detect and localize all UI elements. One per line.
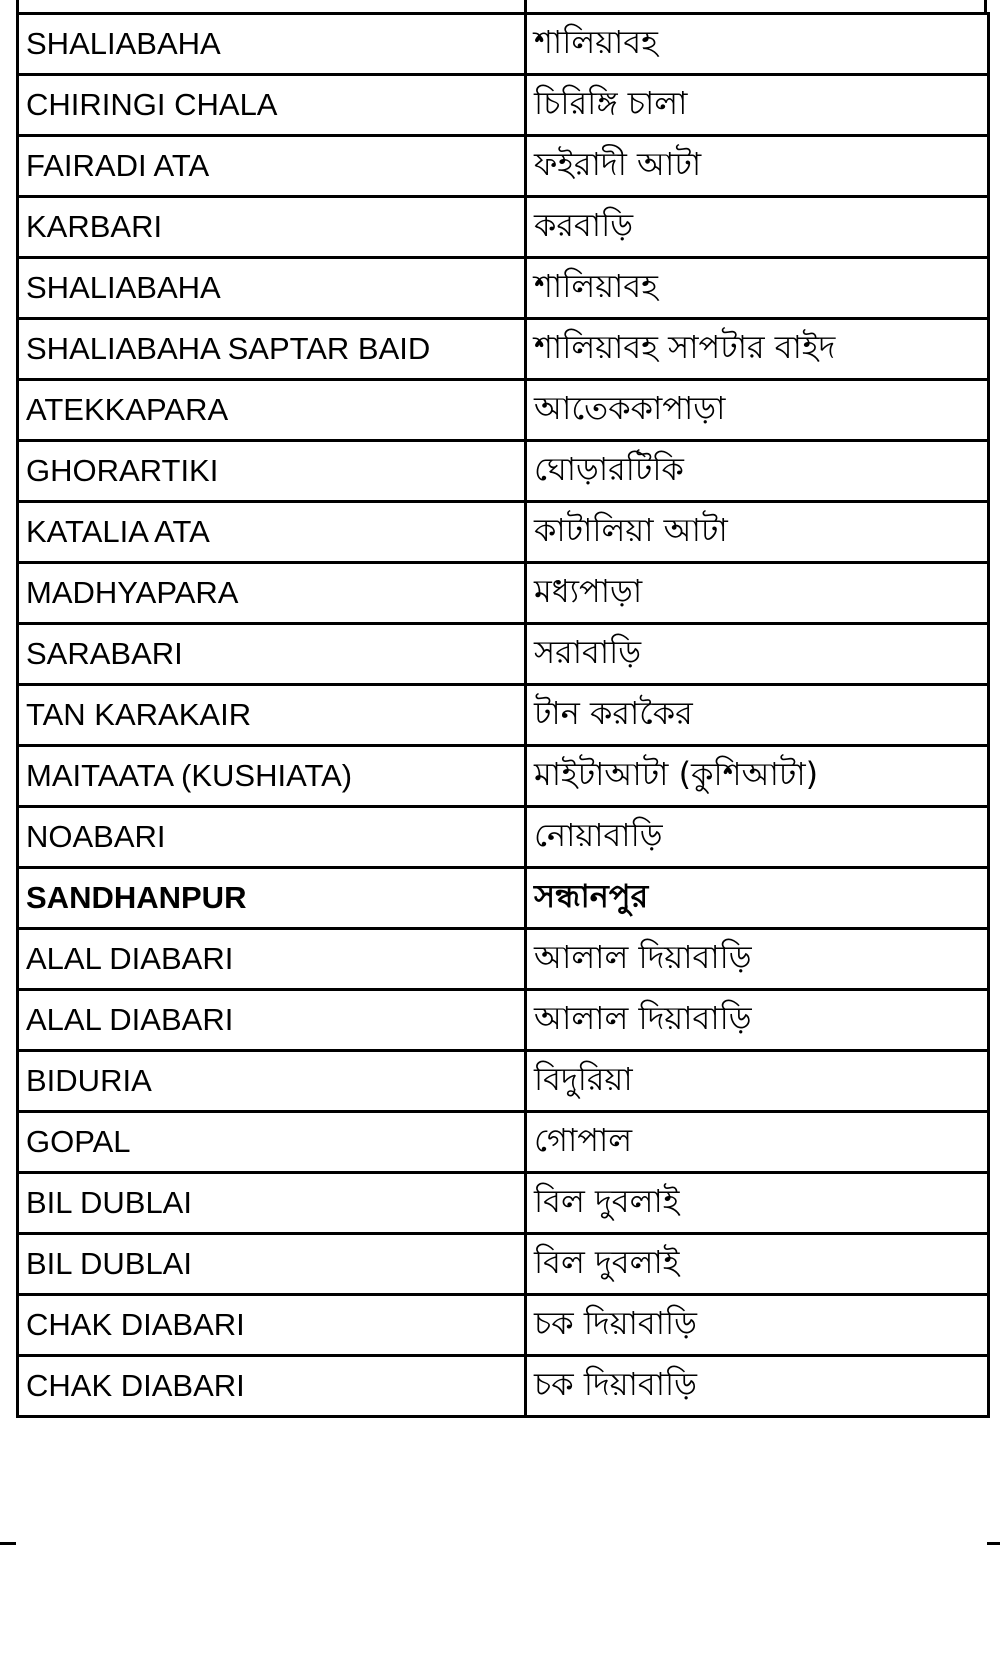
table-row [18, 136, 989, 197]
table-row [18, 502, 989, 563]
english-name-cell: GOPAL [18, 1112, 526, 1173]
english-name-cell: KARBARI [18, 197, 526, 258]
table-row [18, 624, 989, 685]
bengali-name-cell: টান করাকৈর [526, 685, 989, 746]
english-name-cell: NOABARI [18, 807, 526, 868]
english-name-cell: SARABARI [18, 624, 526, 685]
english-name-cell: CHAK DIABARI [18, 1356, 526, 1417]
english-name-cell: SANDHANPUR [18, 868, 526, 929]
bengali-name-cell: কাটালিয়া আটা [526, 502, 989, 563]
english-name-cell: ATEKKAPARA [18, 380, 526, 441]
table-row [18, 685, 989, 746]
bengali-name-cell: বিল দুবলাই [526, 1173, 989, 1234]
bengali-name-cell: ঘোড়ারটিকি [526, 441, 989, 502]
bengali-name-cell: সরাবাড়ি [526, 624, 989, 685]
english-name-cell: CHIRINGI CHALA [18, 75, 526, 136]
bengali-name-cell: মাইটাআটা (কুশিআটা) [526, 746, 989, 807]
bengali-name-cell: বিল দুবলাই [526, 1234, 989, 1295]
table-row [18, 746, 989, 807]
bengali-name-cell: শালিয়াবহ সাপটার বাইদ [526, 319, 989, 380]
table-row [18, 990, 989, 1051]
bengali-name-cell: আলাল দিয়াবাড়ি [526, 929, 989, 990]
bengali-name-cell: বিদুরিয়া [526, 1051, 989, 1112]
bengali-name-cell: চক দিয়াবাড়ি [526, 1295, 989, 1356]
table-row [18, 929, 989, 990]
table-top-fragment [16, 0, 987, 12]
english-name-cell: SHALIABAHA SAPTAR BAID [18, 319, 526, 380]
table-row [18, 1173, 989, 1234]
table-body [18, 14, 989, 1417]
table-row [18, 868, 989, 929]
english-name-cell: SHALIABAHA [18, 14, 526, 75]
bengali-name-cell: আতেককাপাড়া [526, 380, 989, 441]
english-name-cell: BIL DUBLAI [18, 1234, 526, 1295]
table-row [18, 1295, 989, 1356]
table-row [18, 807, 989, 868]
bengali-name-cell: আলাল দিয়াবাড়ি [526, 990, 989, 1051]
english-name-cell: SHALIABAHA [18, 258, 526, 319]
english-name-cell: GHORARTIKI [18, 441, 526, 502]
bengali-name-cell: চিরিঙ্গি চালা [526, 75, 989, 136]
bengali-name-cell: সন্ধানপুর [526, 868, 989, 929]
bengali-name-cell: গোপাল [526, 1112, 989, 1173]
bengali-name-cell: নোয়াবাড়ি [526, 807, 989, 868]
english-name-cell: KATALIA ATA [18, 502, 526, 563]
bengali-name-cell: শালিয়াবহ [526, 14, 989, 75]
table-row [18, 1112, 989, 1173]
bengali-name-cell: শালিয়াবহ [526, 258, 989, 319]
village-name-table [16, 12, 990, 1418]
bengali-name-cell: ফইরাদী আটা [526, 136, 989, 197]
table-row [18, 380, 989, 441]
bengali-name-cell: করবাড়ি [526, 197, 989, 258]
bengali-name-cell: চক দিয়াবাড়ি [526, 1356, 989, 1417]
english-name-cell: BIDURIA [18, 1051, 526, 1112]
table-row [18, 319, 989, 380]
english-name-cell: FAIRADI ATA [18, 136, 526, 197]
english-name-cell: CHAK DIABARI [18, 1295, 526, 1356]
table-row [18, 441, 989, 502]
english-name-cell: ALAL DIABARI [18, 990, 526, 1051]
table-row [18, 75, 989, 136]
table-row [18, 1234, 989, 1295]
bengali-name-cell: মধ্যপাড়া [526, 563, 989, 624]
english-name-cell: TAN KARAKAIR [18, 685, 526, 746]
table-row [18, 197, 989, 258]
column-divider [524, 0, 527, 12]
table-row [18, 14, 989, 75]
english-name-cell: BIL DUBLAI [18, 1173, 526, 1234]
english-name-cell: ALAL DIABARI [18, 929, 526, 990]
english-name-cell: MADHYAPARA [18, 563, 526, 624]
english-name-cell: MAITAATA (KUSHIATA) [18, 746, 526, 807]
table-row [18, 1051, 989, 1112]
left-column-edge [0, 0, 16, 1545]
table-row [18, 563, 989, 624]
table-row [18, 1356, 989, 1417]
table-row [18, 258, 989, 319]
